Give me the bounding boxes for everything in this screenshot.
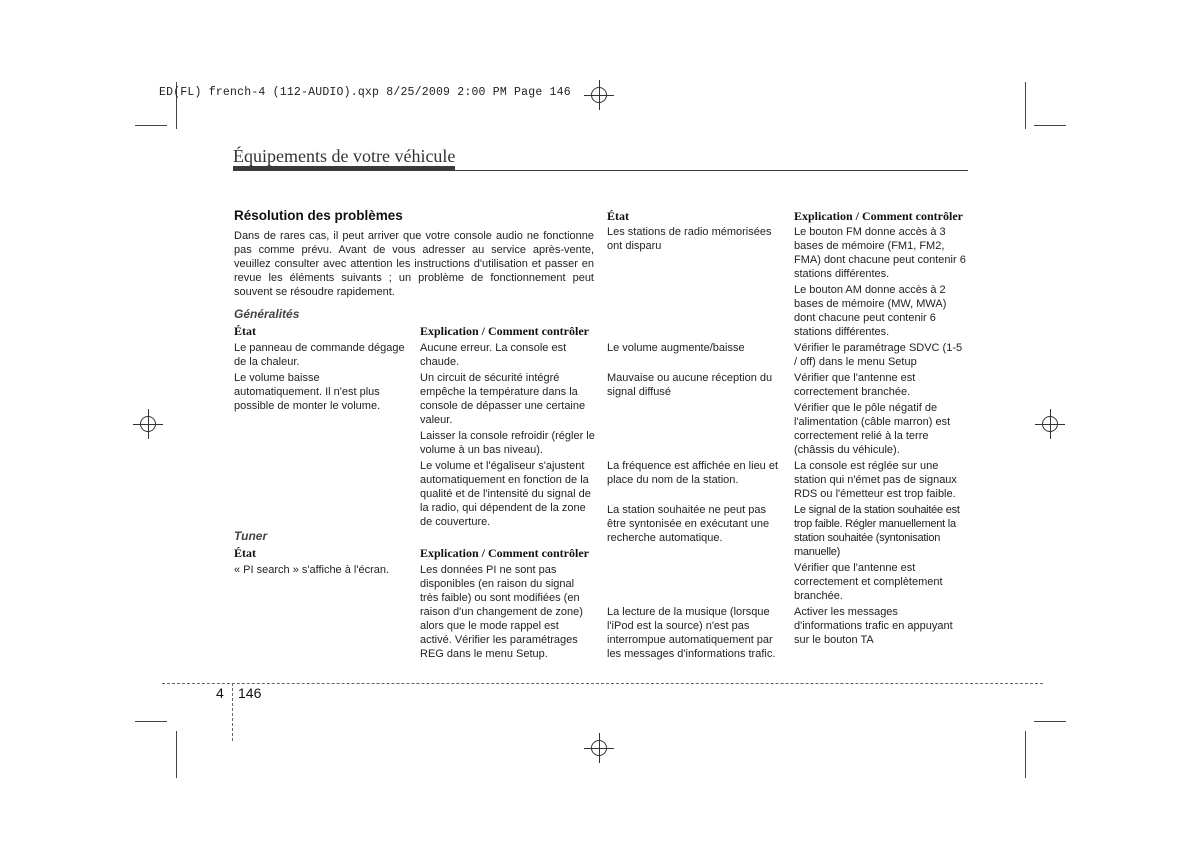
column-header-explication: Explication / Comment contrôler	[420, 324, 589, 338]
footer-divider	[232, 683, 233, 741]
crop-mark	[135, 721, 167, 722]
table-cell-etat: Le panneau de commande dégage de la chaleur.	[234, 342, 405, 368]
table-cell-etat: La lecture de la musique (lorsque l'iPod est la source) n'est pas interrompue automatiquement par les messages d'informations trafic.	[607, 606, 776, 660]
registration-mark-icon	[1035, 409, 1065, 439]
table-cell-etat: La fréquence est affichée en lieu et place du nom de la station.	[607, 460, 779, 486]
footer-rule	[162, 683, 1043, 684]
table-cell-etat: « PI search » s'affiche à l'écran.	[234, 564, 390, 576]
header-rule	[233, 170, 968, 171]
table-cell-etat: Le volume baisse automatiquement. Il n'est plus possible de monter le volume.	[234, 372, 381, 412]
print-slug: ED(FL) french-4 (112-AUDIO).qxp 8/25/2009 2:00 PM Page 146	[159, 86, 571, 99]
table-cell-explication: Aucune erreur. La console est chaude.	[420, 342, 567, 368]
chapter-number: 4	[216, 685, 224, 701]
crop-mark	[176, 731, 177, 778]
subheading-generalites: Généralités	[234, 307, 300, 321]
column-header-etat: État	[607, 209, 629, 223]
page-number: 146	[238, 685, 262, 701]
table-cell-explication: Vérifier que l'antenne est correctement branchée.	[794, 372, 916, 398]
crop-mark	[1034, 125, 1066, 126]
table-cell-etat: Les stations de radio mémorisées ont disparu	[607, 226, 772, 252]
table-cell-explication: Vérifier que le pôle négatif de l'alimentation (câble marron) est correctement relié à la terre (châssis du véhicule).	[794, 402, 951, 456]
table-cell-explication: Le bouton AM donne accès à 2 bases de mémoire (MW, MWA) dont chacune peut contenir 6 stations différentes.	[794, 284, 947, 338]
table-cell-explication: La console est réglée sur une station qui n'émet pas de signaux RDS ou l'émetteur est trop faible.	[794, 460, 957, 500]
page-header-title: Équipements de votre véhicule	[233, 146, 456, 166]
table-cell-explication: Le signal de la station souhaitée est trop faible. Régler manuellement la station souhaitée (syntonisation manuelle)	[794, 504, 960, 558]
column-header-etat: État	[234, 324, 256, 338]
column-header-etat: État	[234, 546, 256, 560]
registration-mark-icon	[133, 409, 163, 439]
intro-paragraph: Dans de rares cas, il peut arriver que votre console audio ne fonctionne pas comme prévu. Avant de vous adresser au service après-vente, veuillez consulter avec attention les instructions d'utilisation et passer en revue les éléments suivants ; un problème de fonctionnement peut souvent se résoudre rapidement.	[234, 230, 594, 298]
table-cell-etat: Le volume augmente/baisse	[607, 342, 745, 354]
registration-mark-icon	[584, 733, 614, 763]
table-cell-explication: Les données PI ne sont pas disponibles (en raison du signal très faible) ou sont modifiées (en raison d'un changement de zone) alors que le mode rappel est activé. Vérifier les paramétrages REG dans le menu Setup.	[420, 564, 583, 660]
crop-mark	[135, 125, 167, 126]
table-cell-explication: Un circuit de sécurité intégré empêche la température dans la console de dépasser une certaine valeur.	[420, 372, 586, 426]
registration-mark-icon	[584, 80, 614, 110]
column-header-explication: Explication / Comment contrôler	[794, 209, 963, 223]
subheading-tuner: Tuner	[234, 529, 268, 543]
table-cell-explication: Vérifier le paramétrage SDVC (1-5 / off) dans le menu Setup	[794, 342, 963, 368]
table-cell-explication: Activer les messages d'informations trafic en appuyant sur le bouton TA	[794, 606, 953, 646]
column-header-explication: Explication / Comment contrôler	[420, 546, 589, 560]
table-cell-etat: La station souhaitée ne peut pas être syntonisée en exécutant une recherche automatique.	[607, 504, 770, 544]
table-cell-explication: Le bouton FM donne accès à 3 bases de mémoire (FM1, FM2, FMA) dont chacune peut contenir 6 stations différentes.	[794, 226, 966, 280]
section-heading: Résolution des problèmes	[234, 208, 403, 223]
crop-mark	[1025, 731, 1026, 778]
crop-mark	[1034, 721, 1066, 722]
table-cell-etat: Mauvaise ou aucune réception du signal diffusé	[607, 372, 773, 398]
table-cell-explication: Vérifier que l'antenne est correctement et complètement branchée.	[794, 562, 943, 602]
table-cell-explication: Le volume et l'égaliseur s'ajustent automatiquement en fonction de la qualité et de l'intensité du signal de la radio, qui dépendent de la zone de couverture.	[420, 460, 591, 528]
table-cell-explication: Laisser la console refroidir (régler le volume à un bas niveau).	[420, 430, 595, 456]
crop-mark	[1025, 82, 1026, 129]
